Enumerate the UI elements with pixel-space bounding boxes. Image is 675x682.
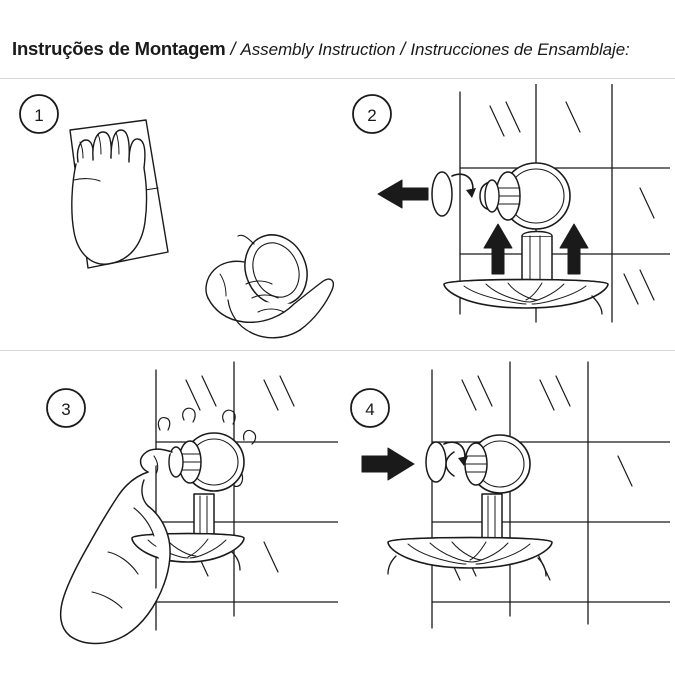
shelf-bracket-post-4	[482, 494, 502, 538]
tile-wall-4	[432, 362, 670, 628]
hand-edge-lower-3	[61, 546, 88, 636]
arrow-attach-cap	[362, 448, 414, 480]
step-1-illustration	[8, 84, 338, 346]
shelf-hook-left-4	[388, 556, 396, 574]
hand-finger-1	[77, 140, 93, 162]
knob-shaft-4	[446, 452, 454, 476]
hand-crease-3c	[108, 552, 138, 574]
shelf-basket-4	[388, 538, 552, 569]
shelf-hook	[592, 296, 602, 314]
step-3-illustration	[8, 356, 338, 674]
knob-front-face	[485, 180, 499, 212]
knob-cap	[432, 172, 452, 216]
hand-palm-bottom-3	[70, 584, 164, 644]
arrow-push-up-left	[484, 224, 512, 274]
hand-crease-3d	[92, 592, 122, 608]
shelf-hook-4	[538, 558, 546, 576]
hand-right-outline	[250, 330, 300, 338]
hand-thumb-base-3	[142, 480, 148, 506]
step-panel-1	[8, 84, 338, 346]
step-panel-4	[340, 356, 670, 674]
title-english: Assembly Instruction	[240, 40, 396, 59]
title-separator-2: /	[400, 39, 406, 59]
rotate-arrowhead	[466, 188, 476, 198]
title-portuguese: Instruções de Montagem	[12, 38, 226, 59]
step-number-3: 3	[61, 400, 71, 419]
step-panel-2	[340, 84, 670, 346]
step-4-illustration	[340, 356, 670, 674]
arrow-remove-cap	[378, 180, 428, 208]
shelf-bracket-post	[522, 236, 552, 280]
step-number-2: 2	[367, 106, 377, 125]
arrow-push-up-right	[560, 224, 588, 274]
divider-top	[0, 78, 675, 79]
step-number-1: 1	[34, 106, 44, 125]
divider-middle	[0, 350, 675, 351]
step-number-4: 4	[365, 400, 375, 419]
hand-right-thumb	[206, 261, 244, 298]
step-2-illustration	[340, 84, 670, 346]
page-title	[12, 38, 667, 66]
title-separator-1: /	[230, 39, 236, 59]
shelf-bracket-top	[522, 232, 552, 237]
title-spanish: Instrucciones de Ensamblaje:	[410, 40, 630, 59]
step-panel-3	[8, 356, 338, 674]
tile-wall-3	[156, 362, 338, 630]
shelf-hook-3	[232, 552, 240, 570]
knob-cap-4	[426, 442, 446, 482]
shelf-bracket-post-3	[194, 494, 214, 534]
protective-film-edge	[238, 235, 254, 244]
